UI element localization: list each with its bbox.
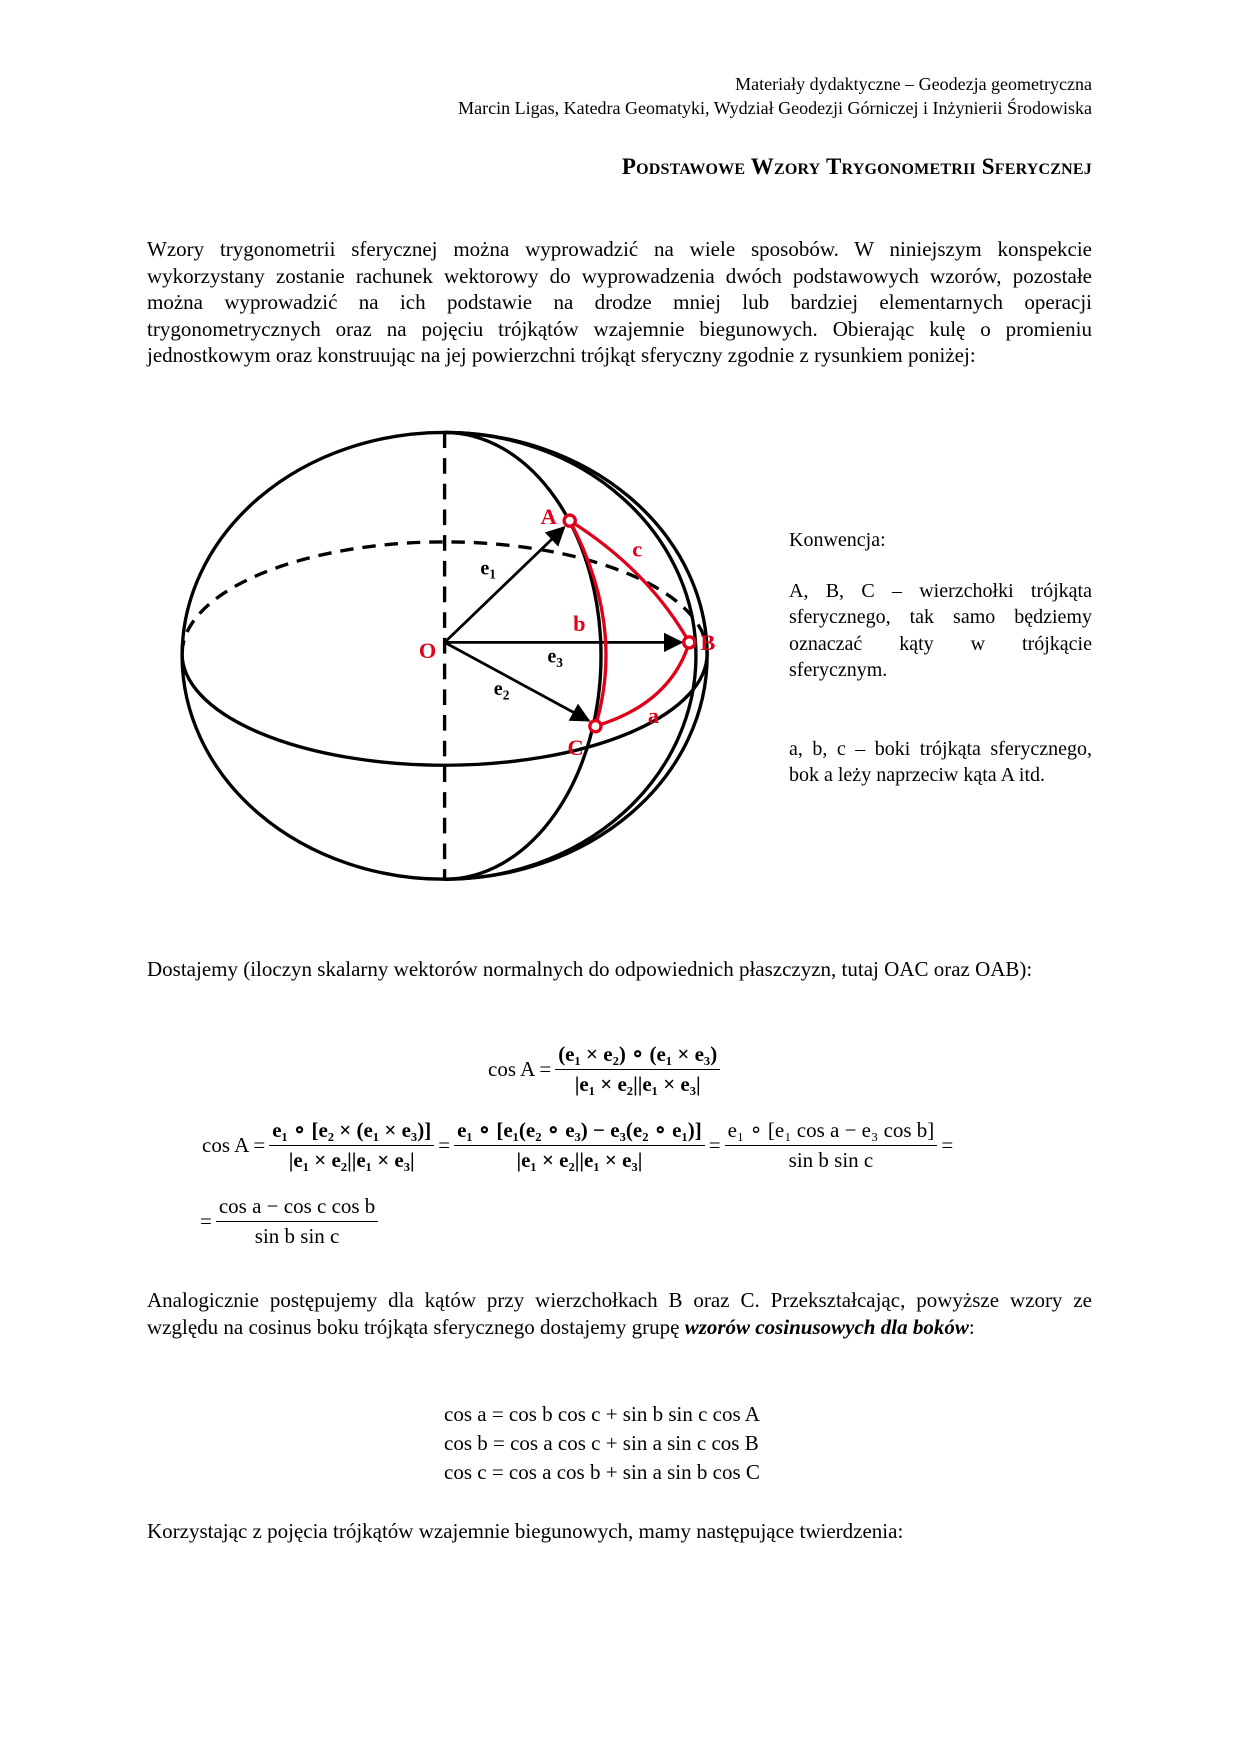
vertex-B xyxy=(684,637,695,648)
label-A: A xyxy=(540,503,557,529)
f1-num: (e₁ × e₂) ∘ (e₁ × e₃) xyxy=(555,1042,720,1070)
f2-frac-2 xyxy=(454,1118,705,1173)
f1-lhs: cos A = xyxy=(488,1057,552,1081)
convention-vertices: A, B, C – wierzchołki trójkąta sferycznego, tak samo będziemy oznaczać kąty w trójkącie sferycznym. xyxy=(789,579,1092,681)
f2-num-3: e₁ ∘ [e₁ cos a − e₃ cos b] xyxy=(725,1118,938,1146)
formula-3 xyxy=(200,1194,382,1249)
f2-frac-1 xyxy=(269,1118,434,1173)
cosine-rule-c: cos c = cos a cos b + sin a sin b cos C xyxy=(444,1460,760,1484)
label-e3: $e_3$ xyxy=(547,645,564,670)
f1-den: |e₁ × e₂||e₁ × e₃| xyxy=(574,1072,701,1096)
f2-frac-3 xyxy=(725,1118,938,1173)
closing-text: Korzystając z pojęcia trójkątów wzajemnie biegunowych, mamy następujące twierdzenia: xyxy=(147,1519,904,1543)
cosine-rule-a: cos a = cos b cos c + sin b sin c cos A xyxy=(444,1402,760,1426)
closing-paragraph xyxy=(147,1518,1092,1545)
label-e1: $e_1$ xyxy=(480,557,496,582)
eq: = xyxy=(708,1133,721,1157)
analog-emphasis: wzorów cosinusowych dla boków xyxy=(684,1314,969,1339)
convention-sides: a, b, c – boki trójkąta sferycznego, bok a leży naprzeciw kąta A itd. xyxy=(789,737,1092,786)
vertex-C xyxy=(590,721,601,732)
label-a: a xyxy=(647,702,660,728)
formula-1 xyxy=(488,1042,724,1097)
meridian-outer xyxy=(445,432,696,879)
cosine-rule-b: cos b = cos a cos c + sin a sin c cos B xyxy=(444,1431,759,1455)
vertex-A xyxy=(564,515,575,526)
label-e2: $e_2$ xyxy=(493,677,510,703)
label-O: O xyxy=(418,638,437,664)
header-line-2: Marcin Ligas, Katedra Geomatyki, Wydział Geodezji Górniczej i Inżynierii Środowiska xyxy=(458,98,1092,118)
formula-2 xyxy=(202,1118,953,1173)
f3-fraction xyxy=(216,1194,378,1249)
analog-text: Analogicznie postępujemy dla kątów przy wierzchołkach B oraz C. Przekształcając, powyższe wzory ze względu na cosinus boku trójkąta sferycznego dostajemy grupę xyxy=(147,1288,1092,1339)
analog-end: : xyxy=(968,1314,975,1339)
side-c-arc xyxy=(570,521,690,643)
page-title: Podstawowe Wzory Trygonometrii Sferycznej xyxy=(621,154,1092,179)
label-b: b xyxy=(573,611,586,637)
f2-num-2: e₁ ∘ [e₁(e₂ ∘ e₃) − e₃(e₂ ∘ e₁)] xyxy=(454,1118,705,1146)
eq: = xyxy=(941,1133,954,1157)
label-C: C xyxy=(567,735,584,761)
intro-text: Wzory trygonometrii sferycznej można wyprowadzić na wiele sposobów. W niniejszym konspekcie wykorzystany zostanie rachunek wektorowy do wyprowadzenia dwóch podstawowych wzorów, pozostałe można wyprowadzić na ich podstawie na drodze mniej lub bardziej elementarnych operacji trygonometrycznych oraz na pojęciu trójkątów wzajemnie biegunowych. Obierając kulę o promieniu jednostkowym oraz konstruując na jej powierzchni trójkąt sferyczny zgodnie z rysunkiem poniżej: xyxy=(147,237,1092,367)
f2-num-1: e₁ ∘ [e₂ × (e₁ × e₃)] xyxy=(269,1118,434,1146)
convention-box xyxy=(789,527,1092,813)
eq: = xyxy=(438,1133,451,1157)
label-c: c xyxy=(632,536,643,562)
dostajemy-paragraph xyxy=(147,956,1092,983)
f2-den-3: sin b sin c xyxy=(788,1148,874,1172)
side-a-arc xyxy=(595,642,689,726)
dostajemy-text: Dostajemy (iloczyn skalarny wektorów normalnych do odpowiednich płaszczyzn, tutaj OAC oraz OAB): xyxy=(147,957,1033,981)
convention-heading: Konwencja: xyxy=(789,529,886,551)
f2-lhs: cos A = xyxy=(202,1133,266,1157)
analog-paragraph xyxy=(147,1287,1092,1340)
label-B: B xyxy=(700,630,716,656)
f2-den-2: |e₁ × e₂||e₁ × e₃| xyxy=(516,1148,643,1172)
header-line-1: Materiały dydaktyczne – Geodezja geometryczna xyxy=(735,74,1092,94)
f2-den-1: |e₁ × e₂||e₁ × e₃| xyxy=(288,1148,415,1172)
eq: = xyxy=(200,1209,212,1233)
cosine-rules xyxy=(444,1400,760,1487)
vector-e2 xyxy=(445,642,589,720)
f3-num: cos a − cos c cos b xyxy=(216,1194,378,1222)
f3-den: sin b sin c xyxy=(254,1224,340,1248)
f1-fraction xyxy=(555,1042,720,1097)
